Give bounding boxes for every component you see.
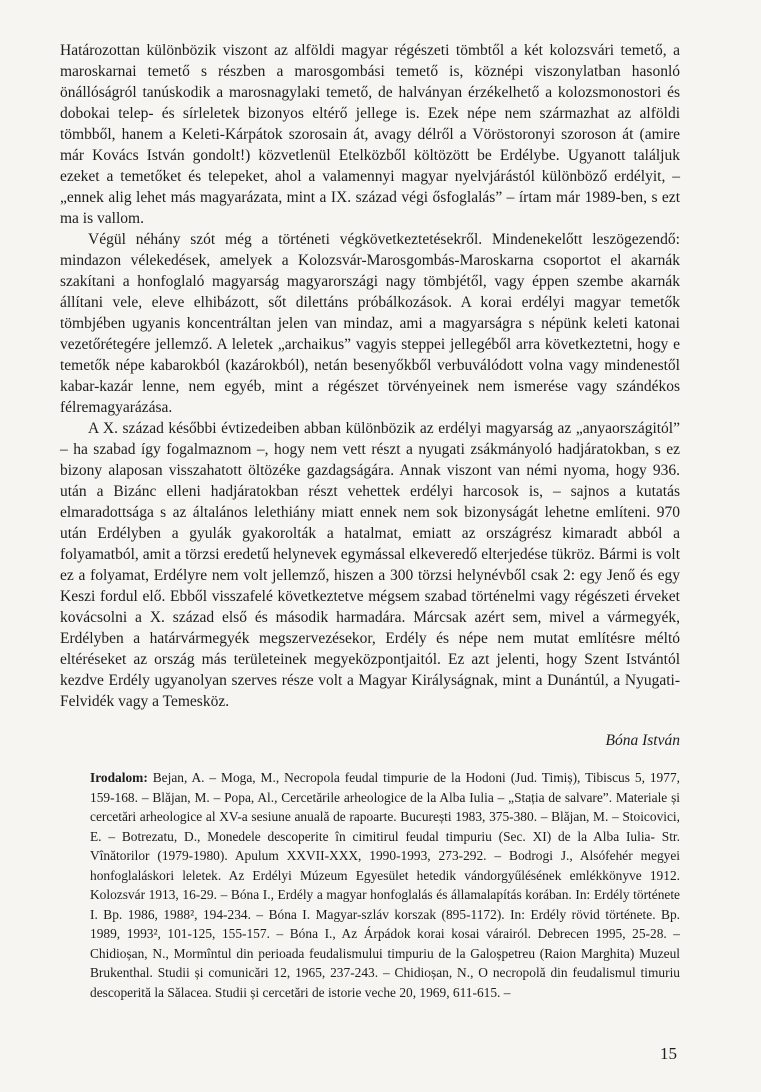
- author-signature: Bóna István: [605, 732, 680, 749]
- page-number: 15: [660, 1044, 677, 1063]
- paragraph-2: Végül néhány szót még a történeti végkövetkeztetésekről. Mindenekelőtt leszögezendő: mindazon vélekedések, amelyek a Kolozsvár-Marosgombás-Maroskarna csoportot el akarnák szakítani a honfoglaló magyarság magyarországi nagy tömbjétől, vagy éppen szembe akarnák állítani vele, eleve elhibázott, sőt dilettáns próbálkozások. A korai erdélyi magyar temetők tömbjében ugyanis koncentráltan jelen van mindaz, ami a magyarságra s népünk keleti katonai vezetőrétegére jellemző. A leletek „archaikus” vagyis steppei jellegéből arra következtetni, hogy e temetők népe kabarokból (kazárokból), netán besenyőkből verbuválódott volna vagy mindenestől kabar-kazár lenne, nem egyéb, mint a régészet törvényeinek nem ismerése vagy szándékos félremagyarázása.: [60, 231, 680, 416]
- references-section: [60, 768, 680, 1002]
- paragraph-1: Határozottan különbözik viszont az alföldi magyar régészeti tömbtől a két kolozsvári temető, a maroskarnai temető s részben a marosgombási temető is, köznépi viszonylatban hasonló önállóságról tanúskodik a marosnagylaki temető, de halványan érzékelhető a kolozsmonostori és dobokai telep- és sírleletek bizonyos eltérő jellege is. Ezek népe nem származhat az alföldi tömbből, hanem a Keleti-Kárpátok szorosain át, avagy délről a Vöröstoronyi szoroson át (amire már Kovács István gondolt!) közvetlenül Etelközből költözött be Erdélybe. Ugyanott találjuk ezeket a temetőket és telepeket, ahol a valamennyi magyar nyelvjárástól különböző erdélyit, – „ennek alig lehet más magyarázata, mint a IX. század végi ősfoglalás” – írtam már 1989-ben, s ezt ma is vallom.: [60, 42, 680, 227]
- paragraph-3: A X. század későbbi évtizedeiben abban különbözik az erdélyi magyarság az „anyaországitól” – ha szabad így fogalmaznom –, hogy nem vett részt a nyugati zsákmányoló hadjáratokban, s ez bizony alaposan visszahatott öltözéke gazdagságára. Annak viszont van némi nyoma, hogy 936. után a Bizánc elleni hadjáratokban részt vehettek erdélyi harcosok is, – sajnos a kutatás elmaradottsága s az általános lelethiány miatt ennek nem sok bizonyságát lehetne említeni. 970 után Erdélyben a gyulák gyakorolták a hatalmat, emiatt az országrész kimaradt abból a folyamatból, amit a törzsi eredetű helynevek egymással elkeveredő elterjedése tükröz. Bármi is volt ez a folyamat, Erdélyre nem volt jellemző, hiszen a 300 törzsi helynévből csak 2: egy Jenő és egy Keszi fordul elő. Ebből visszafelé következtetve mégsem szabad történelmi vagy régészeti érveket kovácsolni a X. század első és második harmadára. Márcsak azért sem, mivel a vármegyék, Erdélyben a határvármegyék megszervezésekor, Erdély és népe nem mutat említésre méltó eltéréseket az ország más területeinek megyeközpontjaitól. Ez azt jelenti, hogy Szent Istvántól kezdve Erdély ugyanolyan szerves része volt a Magyar Királyságnak, mint a Dunántúl, a Nyugati-Felvidék vagy a Temesköz.: [60, 420, 680, 710]
- references-heading: Irodalom:: [90, 770, 153, 785]
- references-text: Bejan, A. – Moga, M., Necropola feudal timpurie de la Hodoni (Jud. Timiș), Tibiscus 5, 1977, 159-168. – Blăjan, M. – Popa, Al., Cercetările arheologice de la Alba Iulia – „Stația de salvare”. Materiale și cercetări arheologice al XV-a sesiune anuală de rapoarte. București 1983, 375-380. – Blăjan, M. – Stoicovici, E. – Botrezatu, D., Monedele descoperite în cimitirul feudal timpuriu (Sec. XI) de la Alba Iulia- Str. Vînătorilor (1979-1980). Apulum XXVII-XXX, 1990-1993, 273-292. – Bodrogi J., Alsófehér megyei honfoglaláskori leletek. Az Erdélyi Múzeum Egyesület hetedik vándorgyűlésének emlékkönyve 1912. Kolozsvár 1913, 16-29. – Bóna I., Erdély a magyar honfoglalás és államalapítás korában. In: Erdély története I. Bp. 1986, 1988², 194-234. – Bóna I. Magyar-szláv korszak (895-1172). In: Erdély rövid története. Bp. 1989, 1993², 101-125, 155-157. – Bóna I., Az Árpádok korai kosai várairól. Debrecen 1995, 25-28. – Chidioșan, N., Mormîntul din perioada feudalismului timpuriu de la Galoșpetreu (Raion Marghita) Muzeul Brukenthal. Studii și comunicări 12, 1965, 237-243. – Chidioșan, N., O necropolă din feudalismul timuriu descoperită la Sălacea. Studii și cercetări de istorie veche 20, 1969, 611-615. –: [90, 770, 680, 1000]
- main-text: [60, 40, 680, 712]
